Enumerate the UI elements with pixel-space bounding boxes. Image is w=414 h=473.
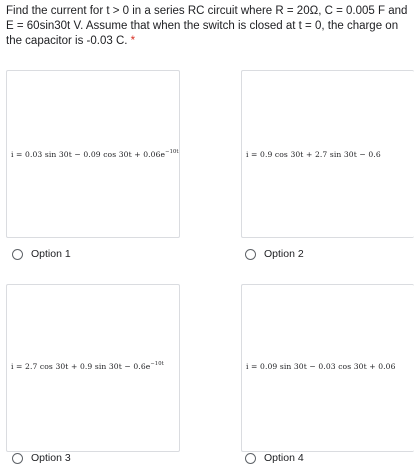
option-3-formula: i = 2.7 cos 30t + 0.9 $\sin 30t - 0.6e^{-10t}$ [11, 361, 164, 371]
required-asterisk: * [130, 35, 136, 47]
option-2-label: Option 2 [264, 248, 304, 260]
option-4-radio-choice[interactable] [245, 452, 304, 464]
option-3-image-card [6, 284, 180, 452]
question-text: Find the current for t > 0 in a series RC circuit where R = 20Ω, C = 0.005 F and E = 60sin30t V. Assume that when the switch is closed at t = 0, the charge on the capacitor is -0.03 C. [6, 5, 408, 47]
option-4-formula: i = 0.09 sin 30t − 0.03 cos 30t + 0.06 [246, 362, 396, 371]
radio-button-icon[interactable] [245, 453, 256, 464]
option-2-radio-choice[interactable] [245, 248, 304, 260]
option-1-image-card [6, 70, 180, 238]
option-1-label: Option 1 [31, 248, 71, 260]
radio-button-icon[interactable] [245, 249, 256, 260]
option-3-radio-choice[interactable] [12, 452, 71, 464]
option-4-image-card [241, 284, 414, 452]
radio-button-icon[interactable] [12, 249, 23, 260]
option-1-formula: i = 0.03 sin 30t − 0.09 $\cos 30t + 0.06e^{-10t}$ [11, 149, 179, 159]
option-1-radio-choice[interactable] [12, 248, 71, 260]
question-text-block [6, 4, 410, 49]
option-2-formula: i = 0.9 cos 30t + 2.7 sin 30t − 0.6 [246, 150, 381, 159]
radio-button-icon[interactable] [12, 453, 23, 464]
option-4-label: Option 4 [264, 452, 304, 464]
option-3-label: Option 3 [31, 452, 71, 464]
option-2-image-card [241, 70, 414, 238]
